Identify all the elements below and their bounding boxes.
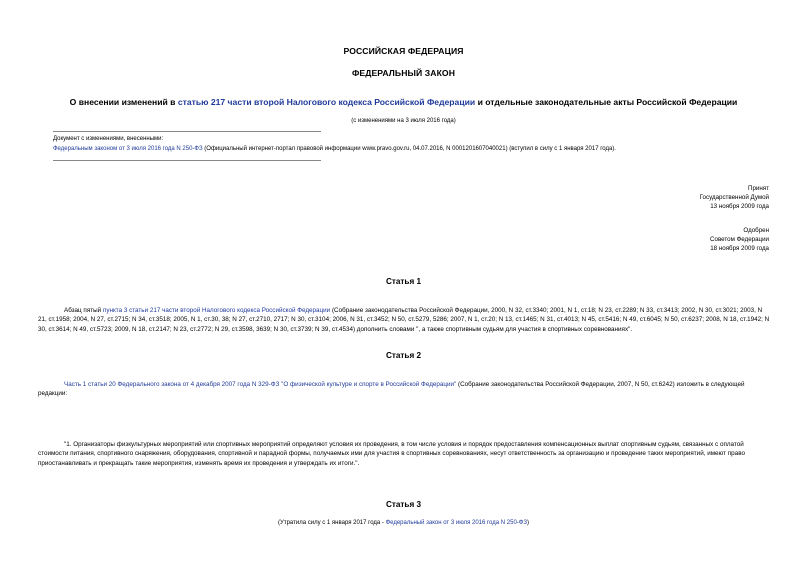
article-1-rest: (Собрание законодательства Российской Федерации, 2000, N 32, ст.3340; 2001, N 1, ст.18; N 23, ст.2289; N 33, ст.3413; 2002, N 30, ст.3021; 2003, N 21, ст.1958; 2004, N 27, ст.2715; N 34, ст.3518; 2005, N 1, ст.30, 38; N 27, ст.2710, 2717; N 30, ст.3104; 2006, N 31, ст.3452; N 50, ст.5279, 5286; 2007, N 1, ст.20; N 13, ст.1465; N 31, ст.4013; N 45, ст.5416; N 49, ст.6045; N 50, ст.6237; 2008, N 18, ст.1942; N 30, ст.3614; N 49, ст.5723; 2009, N 18, ст.2147; N 23, ст.2772; N 29, ст.3598, 3639; N 30, ст.3739; N 39, ст.4534) дополнить словами ", а также спортивным судьям для участия в спортивных соревнованиях". [38,307,770,333]
article-3-suffix: ) [526,520,529,526]
changes-bottom-rule [53,160,321,161]
approved-line-1: Одобрен [743,227,769,234]
article-1-link[interactable]: пункта 3 статьи 217 части второй Налогового кодекса Российской Федерации [102,307,331,314]
header-country: РОССИЙСКАЯ ФЕДЕРАЦИЯ [343,46,464,56]
title-suffix: и отдельные законодательные акты Российской Федерации [475,97,738,107]
approved-line-2: Советом Федерации [710,236,769,244]
article-3-link[interactable]: Федеральный закон от 3 июля 2016 года N 250-ФЗ [385,520,527,526]
title-link-article-217[interactable]: статью 217 части второй Налогового кодекса Российской Федерации [177,97,476,107]
edition-note: (с изменениями на 3 июля 2016 года) [351,118,456,124]
adopted-line-1: Принят [748,185,769,192]
changes-label: Документ с изменениями, внесенными: [53,136,164,142]
approved-line-3: 18 ноября 2009 года [710,245,769,253]
article-1-prefix: Абзац пятый [64,307,103,314]
article-2-text [38,380,770,399]
changes-line [53,146,773,152]
adopted-line-3: 13 ноября 2009 года [710,203,769,211]
article-2-heading: Статья 2 [385,351,422,360]
changes-rest: (Официальный интернет-портал правовой информации www.pravo.gov.ru, 04.07.2016, N 0001201607040021) (вступил в силу с 1 января 2017 года). [202,146,616,152]
article-1-text [38,306,770,334]
title-prefix: О внесении изменений в [69,97,178,107]
article-1-heading: Статья 1 [385,277,422,286]
header-law-type: ФЕДЕРАЛЬНЫЙ ЗАКОН [351,68,456,78]
document-title [0,97,807,107]
adopted-line-2: Государственной Думой [699,194,769,202]
article-3-heading: Статья 3 [385,500,422,509]
article-2-rest: (Собрание законодательства Российской Федерации, 2007, N 50, ст.6242) изложить в следующей редакции: [38,381,745,398]
article-2-quote: "1. Организаторы физкультурных мероприятий или спортивных мероприятий определяют условия их проведения, в том числе условия и порядок предоставления компенсационных выплат спортивным судьям, связанных с оплатой стоимости питания, спортивного снаряжения, оборудования, спортивной и парадной формы, получаемых ими для участия в спортивных соревнованиях, несут ответственность за организацию и проведение таких мероприятий, имеют право приостанавливать и прекращать такие мероприятия, изменять время их проведения и утверждать их итоги.". [38,441,745,467]
changes-top-rule [53,131,321,132]
article-3-prefix: (Утратила силу с 1 января 2017 года - [278,520,386,526]
approved-block [710,226,769,254]
article-2-link[interactable]: Часть 1 статьи 20 Федерального закона от 4 декабря 2007 года N 329-ФЗ "О физической культуре и спорте в Российской Федерации" [64,381,457,388]
article-3-text [0,520,807,526]
changes-link-250fz[interactable]: Федеральным законом от 3 июля 2016 года N 250-ФЗ [53,146,203,152]
adopted-block [700,184,769,212]
